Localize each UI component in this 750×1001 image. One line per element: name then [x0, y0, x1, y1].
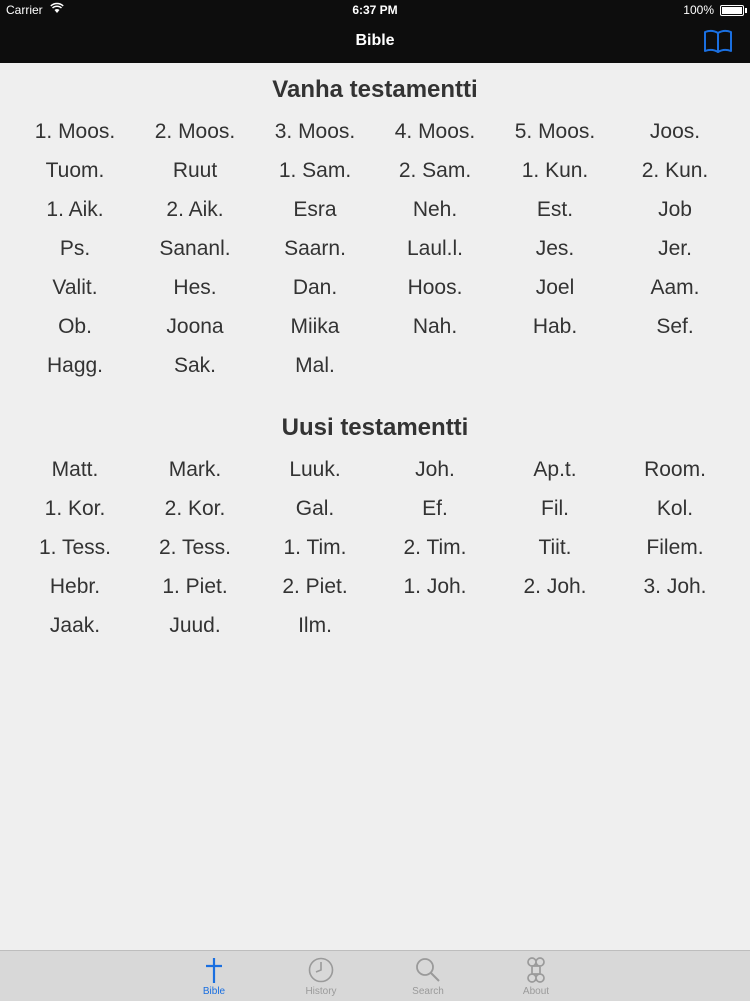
book-button[interactable]: Hoos. [407, 276, 463, 299]
tab-label: About [522, 986, 550, 997]
nav-title: Bible [355, 32, 395, 49]
book-button[interactable]: Hagg. [46, 354, 104, 377]
tab-label: Search [412, 986, 444, 997]
book-button[interactable]: Laul.l. [406, 237, 464, 260]
book-button[interactable]: 1. Moos. [34, 120, 116, 143]
book-button[interactable]: Juud. [169, 614, 221, 637]
old-testament-title: Vanha testamentti [272, 76, 478, 103]
book-button[interactable]: Mal. [295, 354, 335, 377]
book-button[interactable]: Ef. [422, 497, 448, 520]
book-button[interactable]: 2. Kun. [641, 159, 709, 182]
book-button[interactable]: Jer. [658, 237, 692, 260]
book-button[interactable]: Sef. [656, 315, 694, 338]
book-button[interactable]: Ps. [59, 237, 91, 260]
book-button[interactable]: Fil. [541, 497, 569, 520]
book-button[interactable]: 1. Tess. [39, 536, 111, 559]
status-bar [0, 0, 750, 20]
book-button[interactable]: Kol. [656, 497, 694, 520]
book-button[interactable]: Sananl. [159, 237, 231, 260]
book-button[interactable]: 2. Piet. [282, 575, 348, 598]
clock-icon [307, 956, 335, 984]
book-button[interactable]: Miika [290, 315, 340, 338]
tab-history[interactable] [276, 951, 366, 1001]
book-button[interactable]: 2. Sam. [398, 159, 472, 182]
navigation-bar [0, 20, 750, 63]
tab-label: Bible [202, 986, 226, 997]
book-button[interactable]: Valit. [52, 276, 98, 299]
book-button[interactable]: 1. Joh. [403, 575, 467, 598]
new-testament-title: Uusi testamentti [281, 414, 469, 441]
book-button[interactable]: Est. [536, 198, 574, 221]
book-button[interactable]: Nah. [412, 315, 458, 338]
book-button[interactable]: Luuk. [289, 458, 341, 481]
book-button[interactable]: Dan. [292, 276, 338, 299]
tab-label: History [305, 986, 337, 997]
book-button[interactable]: Esra [293, 198, 337, 221]
book-button[interactable]: Hab. [532, 315, 578, 338]
magnifier-icon [414, 956, 442, 984]
book-button[interactable]: Joos. [649, 120, 701, 143]
book-button[interactable]: Joona [166, 315, 224, 338]
book-button[interactable]: 1. Kor. [44, 497, 106, 520]
book-button[interactable]: 3. Moos. [274, 120, 356, 143]
tab-bible[interactable] [169, 951, 259, 1001]
book-button[interactable]: 1. Piet. [162, 575, 228, 598]
book-button[interactable]: Joh. [415, 458, 455, 481]
book-button[interactable]: 2. Moos. [154, 120, 236, 143]
book-button[interactable]: Filem. [646, 536, 704, 559]
book-button[interactable]: Joel [535, 276, 575, 299]
battery-percent: 100% [683, 3, 714, 17]
book-button[interactable]: 1. Kun. [521, 159, 589, 182]
book-button[interactable]: 1. Sam. [278, 159, 352, 182]
cross-icon [200, 956, 228, 984]
book-button[interactable]: Gal. [295, 497, 335, 520]
book-button[interactable]: Hes. [173, 276, 217, 299]
book-button[interactable]: 1. Tim. [283, 536, 347, 559]
book-button[interactable]: Mark. [168, 458, 222, 481]
book-button[interactable]: Tuom. [45, 159, 105, 182]
book-button[interactable]: 4. Moos. [394, 120, 476, 143]
tab-search[interactable] [383, 951, 473, 1001]
book-button[interactable]: 2. Aik. [166, 198, 224, 221]
book-button[interactable]: 2. Joh. [523, 575, 587, 598]
book-button[interactable]: Jes. [535, 237, 575, 260]
book-button[interactable]: Job [658, 198, 692, 221]
book-button[interactable]: 3. Joh. [643, 575, 707, 598]
command-icon [522, 956, 550, 984]
book-button[interactable]: Ap.t. [533, 458, 577, 481]
book-button[interactable]: Jaak. [49, 614, 101, 637]
old-testament-grid [15, 112, 735, 385]
book-button[interactable]: Matt. [51, 458, 99, 481]
book-button[interactable]: Tiit. [538, 536, 572, 559]
book-button[interactable]: Ruut [172, 159, 218, 182]
book-button[interactable]: Ob. [58, 315, 92, 338]
clock-time: 6:37 PM [352, 3, 398, 17]
tab-about[interactable] [491, 951, 581, 1001]
book-button[interactable]: 5. Moos. [514, 120, 596, 143]
book-button[interactable]: Sak. [173, 354, 217, 377]
book-button[interactable]: Saarn. [284, 237, 346, 260]
book-button[interactable]: 2. Tess. [159, 536, 231, 559]
book-button[interactable]: 1. Aik. [46, 198, 104, 221]
carrier-label: Carrier [6, 3, 43, 17]
book-button[interactable]: Neh. [412, 198, 458, 221]
book-icon[interactable] [703, 28, 733, 54]
book-button[interactable]: Hebr. [49, 575, 101, 598]
battery-icon [720, 5, 744, 16]
book-button[interactable]: 2. Kor. [164, 497, 226, 520]
book-button[interactable]: Room. [644, 458, 706, 481]
book-button[interactable]: Ilm. [298, 614, 332, 637]
book-button[interactable]: Aam. [650, 276, 700, 299]
new-testament-grid [15, 450, 735, 645]
tab-bar [0, 950, 750, 1001]
book-button[interactable]: 2. Tim. [403, 536, 467, 559]
